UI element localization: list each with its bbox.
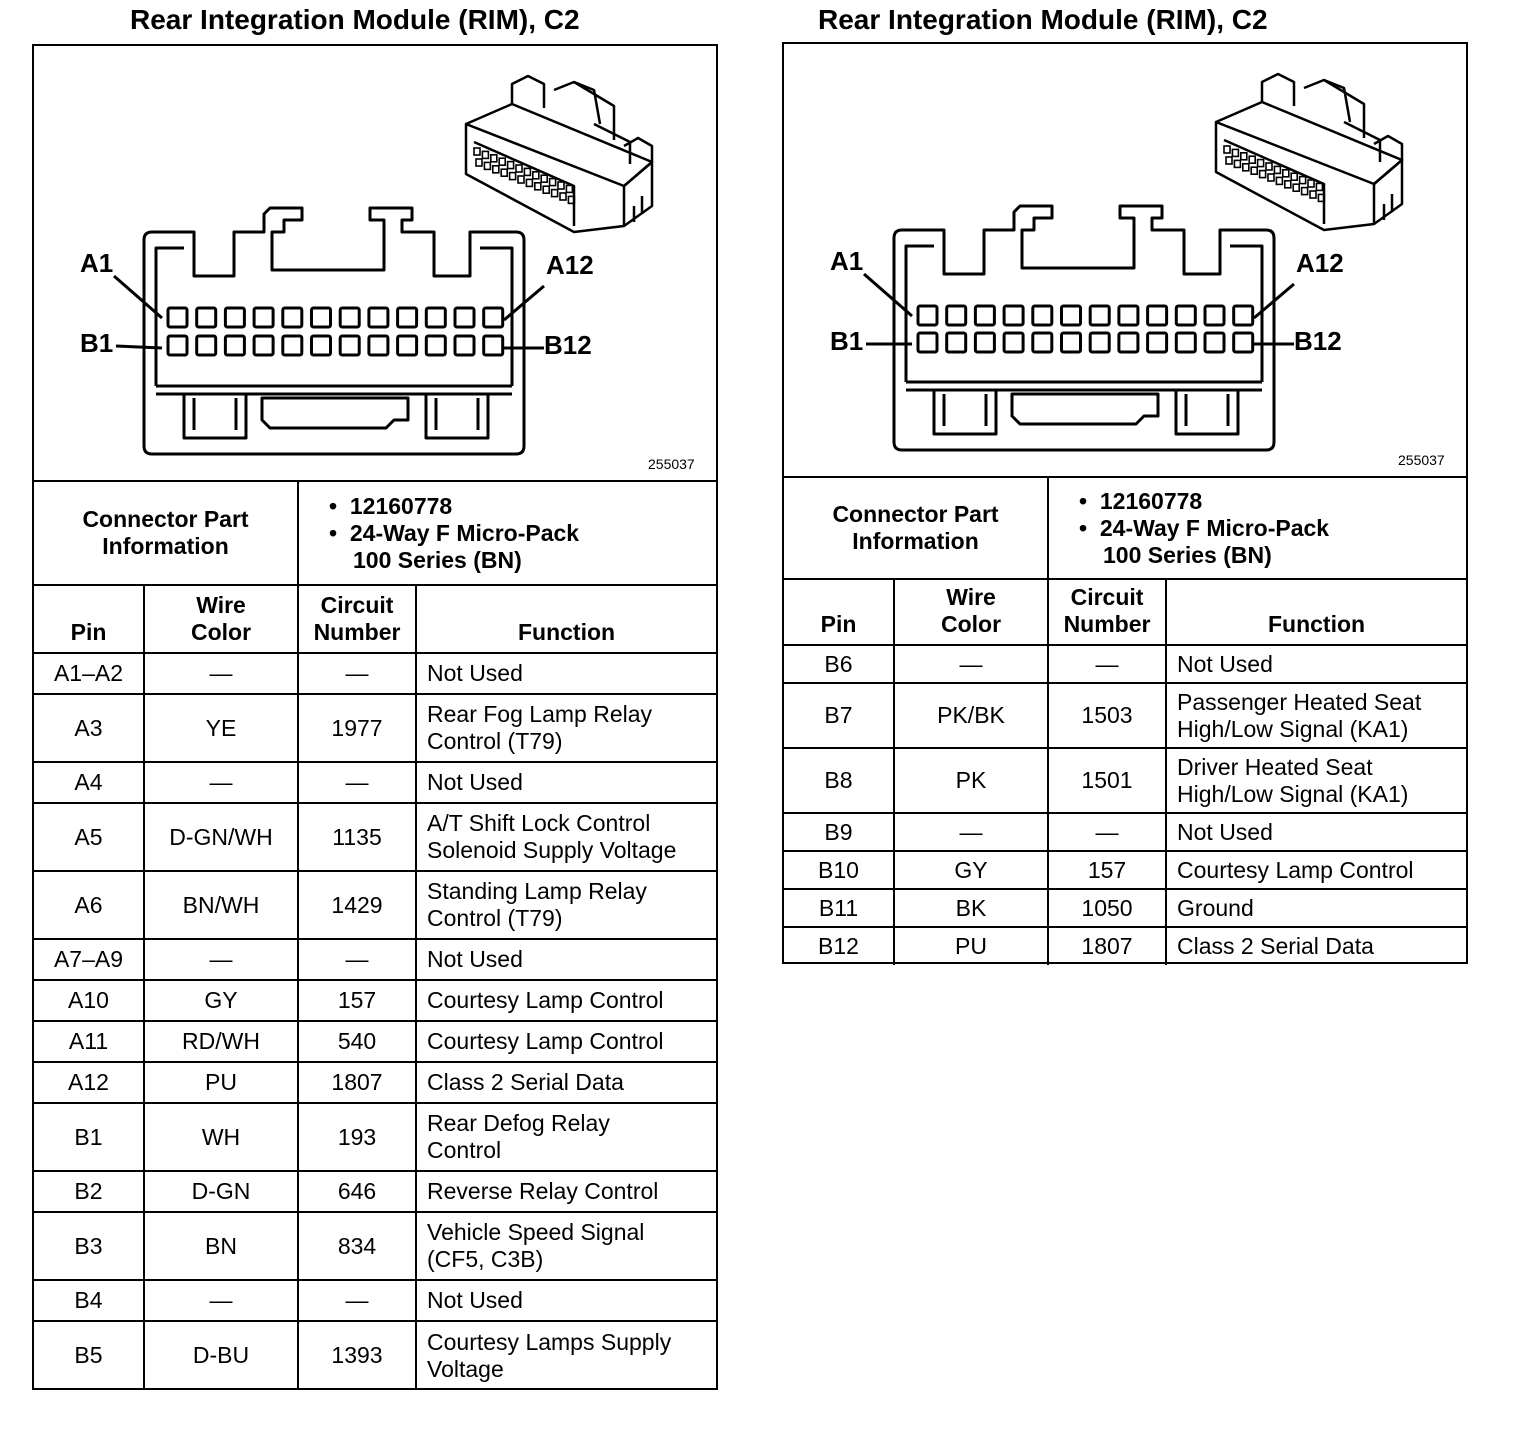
pin-row — [34, 1021, 716, 1062]
wire-color-cell: PK/BK — [894, 683, 1048, 748]
function-line: Rear Fog Lamp Relay — [427, 701, 653, 727]
function-line: High/Low Signal (KA1) — [1177, 780, 1409, 807]
function-cell — [416, 762, 716, 803]
wire-color-cell: YE — [144, 694, 298, 762]
pin-row — [34, 1212, 716, 1280]
circuit-number-cell: 1503 — [1048, 683, 1166, 748]
circuit-number-cell: 1501 — [1048, 748, 1166, 813]
right-label-b12: B12 — [1294, 326, 1342, 356]
circuit-number-cell: — — [1048, 645, 1166, 683]
pin-cavity — [455, 336, 474, 355]
pin-cell: A1–A2 — [34, 653, 144, 694]
iso-cavity — [1300, 177, 1306, 184]
wire-color-cell: — — [894, 813, 1048, 851]
function-cell — [416, 1171, 716, 1212]
iso-cavity — [560, 193, 566, 200]
wire-color-cell: PU — [144, 1062, 298, 1103]
pin-cavity — [975, 306, 994, 325]
wire-color-cell: PK — [894, 748, 1048, 813]
iso-cavity — [566, 185, 572, 192]
function-cell — [416, 871, 716, 939]
wire-color-cell: PU — [894, 927, 1048, 965]
wire-color-cell: RD/WH — [144, 1021, 298, 1062]
iso-cavity — [543, 186, 549, 193]
function-line: Vehicle Speed Signal — [427, 1219, 645, 1245]
circuit-number-cell: — — [298, 1280, 416, 1321]
circuit-number-cell: 540 — [298, 1021, 416, 1062]
pin-cavity — [1234, 333, 1253, 352]
pin-cell: B7 — [784, 683, 894, 748]
pin-cavity — [455, 308, 474, 327]
function-cell — [416, 1062, 716, 1103]
function-cell — [1166, 645, 1466, 683]
iso-cavity — [526, 179, 532, 186]
function-cell — [1166, 889, 1466, 927]
iso-cavity — [558, 182, 564, 189]
pin-cell: B8 — [784, 748, 894, 813]
pin-cavity — [484, 308, 503, 327]
function-line: Not Used — [1177, 818, 1273, 845]
function-line: Not Used — [427, 660, 523, 686]
pin-cavity — [197, 308, 216, 327]
pin-row — [784, 683, 1466, 748]
function-cell — [416, 980, 716, 1021]
pin-cavity — [918, 333, 937, 352]
function-line: Control (T79) — [427, 728, 563, 754]
pin-cavity — [1205, 333, 1224, 352]
iso-cavity — [1224, 146, 1230, 153]
function-line: Not Used — [427, 946, 523, 972]
pin-cell: A7–A9 — [34, 939, 144, 980]
left-label-a1: A1 — [80, 248, 114, 278]
pin-row — [34, 1321, 716, 1389]
circuit-number-cell: 1135 — [298, 803, 416, 871]
circuit-number-cell: 1807 — [1048, 927, 1166, 965]
left-header-row — [34, 585, 716, 653]
right-frame — [782, 42, 1468, 964]
function-line: Class 2 Serial Data — [1177, 933, 1374, 959]
pin-cavity — [225, 308, 244, 327]
function-line: Courtesy Lamp Control — [1177, 856, 1414, 883]
right-pin-table — [784, 476, 1466, 965]
pin-cavity — [168, 336, 187, 355]
function-line: (CF5, C3B) — [427, 1246, 544, 1272]
circuit-number-cell: 1050 — [1048, 889, 1166, 927]
iso-cavity — [1283, 170, 1289, 177]
iso-cavity — [1268, 174, 1274, 181]
pin-cavity — [1148, 333, 1167, 352]
function-cell — [416, 1103, 716, 1171]
pin-cavity — [312, 308, 331, 327]
wire-color-cell: — — [144, 762, 298, 803]
function-line: A/T Shift Lock Control — [427, 810, 651, 836]
pin-row — [34, 803, 716, 871]
function-line: Control (T79) — [427, 905, 563, 931]
iso-cavity — [541, 175, 547, 182]
circuit-number-cell: 834 — [298, 1212, 416, 1280]
pin-cavity — [398, 308, 417, 327]
left-label-b1: B1 — [80, 328, 114, 358]
wire-color-cell: GY — [894, 851, 1048, 889]
right-figure-number: 255037 — [1398, 452, 1445, 468]
iso-cavity — [1266, 163, 1272, 170]
iso-cavity — [550, 179, 556, 186]
pin-row — [34, 871, 716, 939]
left-figure-number: 255037 — [648, 456, 695, 472]
pin-cell: A6 — [34, 871, 144, 939]
wire-color-cell: — — [144, 653, 298, 694]
wire-color-cell: BN — [144, 1212, 298, 1280]
circuit-number-cell: 646 — [298, 1171, 416, 1212]
left-connector-diagram — [34, 46, 716, 482]
left-header-function: Function — [416, 585, 716, 653]
iso-cavity — [491, 155, 497, 162]
pin-cavity — [283, 308, 302, 327]
right-connector-info-label: Connector Part Information — [784, 477, 1048, 579]
pin-row — [784, 927, 1466, 965]
wire-color-cell: WH — [144, 1103, 298, 1171]
pin-cell: A10 — [34, 980, 144, 1021]
pin-cavity — [197, 336, 216, 355]
pin-row — [34, 1171, 716, 1212]
left-label-b12: B12 — [544, 330, 592, 360]
iso-cavity — [510, 173, 516, 180]
iso-cavity — [1234, 160, 1240, 167]
wire-color-cell: D-GN/WH — [144, 803, 298, 871]
left-label-a12: A12 — [546, 250, 594, 280]
pin-cavity — [1062, 306, 1081, 325]
right-label-a12: A12 — [1296, 248, 1344, 278]
left-frame — [32, 44, 718, 1390]
pin-cavity — [1090, 306, 1109, 325]
iso-cavity — [524, 168, 530, 175]
pin-cavity — [918, 306, 937, 325]
function-cell — [416, 694, 716, 762]
pin-cavity — [1033, 333, 1052, 352]
pin-cavity — [1234, 306, 1253, 325]
iso-cavity — [501, 169, 507, 176]
function-line: Passenger Heated Seat — [1177, 688, 1422, 715]
iso-cavity — [1251, 167, 1257, 174]
iso-cavity — [1293, 184, 1299, 191]
wire-color-cell: — — [894, 645, 1048, 683]
pin-cell: B5 — [34, 1321, 144, 1389]
function-line: Rear Defog Relay — [427, 1110, 610, 1136]
pin-cell: A3 — [34, 694, 144, 762]
circuit-number-cell: 1393 — [298, 1321, 416, 1389]
iso-cavity — [508, 162, 514, 169]
iso-cavity — [1276, 177, 1282, 184]
pin-cell: B10 — [784, 851, 894, 889]
pin-row — [34, 762, 716, 803]
right-cavities — [918, 306, 1253, 352]
pin-cavity — [426, 308, 445, 327]
function-line: Reverse Relay Control — [427, 1178, 659, 1204]
left-connector-info-values: • 12160778 • 24-Way F Micro-Pack 100 Series (BN) — [298, 481, 716, 585]
wire-color-cell: — — [144, 1280, 298, 1321]
circuit-number-cell: — — [298, 762, 416, 803]
pin-cavity — [1148, 306, 1167, 325]
pin-cavity — [1004, 306, 1023, 325]
pin-cavity — [975, 333, 994, 352]
function-line: Not Used — [1177, 650, 1273, 677]
pin-row — [34, 939, 716, 980]
pin-cell: A11 — [34, 1021, 144, 1062]
pin-cell: B3 — [34, 1212, 144, 1280]
iso-cavity — [518, 176, 524, 183]
pin-row — [784, 748, 1466, 813]
iso-cavity — [1232, 149, 1238, 156]
left-iso-cavities — [474, 148, 574, 203]
function-line: High/Low Signal (KA1) — [1177, 715, 1409, 742]
pin-cavity — [1205, 306, 1224, 325]
iso-cavity — [1226, 157, 1232, 164]
pin-row — [34, 1062, 716, 1103]
function-cell — [1166, 927, 1466, 965]
pin-row — [34, 980, 716, 1021]
right-title: Rear Integration Module (RIM), C2 — [818, 4, 1268, 35]
pin-cavity — [1119, 306, 1138, 325]
pin-cell: A12 — [34, 1062, 144, 1103]
wire-color-cell: BN/WH — [144, 871, 298, 939]
function-line: Standing Lamp Relay — [427, 878, 647, 904]
iso-cavity — [516, 165, 522, 172]
circuit-number-cell: — — [298, 653, 416, 694]
iso-cavity — [1274, 166, 1280, 173]
left-connector-info-label: Connector Part Information — [34, 481, 298, 585]
pin-cavity — [283, 336, 302, 355]
wire-color-cell: D-BU — [144, 1321, 298, 1389]
function-cell — [416, 1212, 716, 1280]
iso-cavity — [1316, 183, 1322, 190]
iso-cavity — [1285, 181, 1291, 188]
pin-cavity — [369, 308, 388, 327]
right-connector-info-values: • 12160778 • 24-Way F Micro-Pack 100 Series (BN) — [1048, 477, 1466, 579]
function-cell — [416, 1280, 716, 1321]
iso-cavity — [1291, 173, 1297, 180]
iso-cavity — [1243, 164, 1249, 171]
right-header-function: Function — [1166, 579, 1466, 645]
left-pin-table — [34, 480, 716, 1389]
circuit-number-cell: 193 — [298, 1103, 416, 1171]
pin-cavity — [254, 308, 273, 327]
pin-cell: A5 — [34, 803, 144, 871]
function-line: Courtesy Lamp Control — [427, 1028, 664, 1054]
pin-cavity — [1090, 333, 1109, 352]
wire-color-cell: GY — [144, 980, 298, 1021]
circuit-number-cell: — — [298, 939, 416, 980]
pin-row — [784, 889, 1466, 927]
function-line: Solenoid Supply Voltage — [427, 837, 677, 863]
pin-cavity — [340, 308, 359, 327]
function-line: Class 2 Serial Data — [427, 1069, 624, 1095]
function-cell — [416, 653, 716, 694]
function-cell — [1166, 851, 1466, 889]
function-line: Courtesy Lamp Control — [427, 987, 664, 1013]
function-cell — [416, 1021, 716, 1062]
circuit-number-cell: 1807 — [298, 1062, 416, 1103]
pin-cavity — [426, 336, 445, 355]
iso-cavity — [476, 159, 482, 166]
function-line: Voltage — [427, 1355, 504, 1382]
pin-cavity — [1119, 333, 1138, 352]
iso-cavity — [482, 151, 488, 158]
circuit-number-cell: 157 — [298, 980, 416, 1021]
iso-cavity — [474, 148, 480, 155]
function-line: Driver Heated Seat — [1177, 753, 1373, 780]
iso-cavity — [499, 158, 505, 165]
iso-cavity — [493, 166, 499, 173]
right-header-row — [784, 579, 1466, 645]
wire-color-cell: D-GN — [144, 1171, 298, 1212]
pin-row — [34, 1280, 716, 1321]
pin-row — [34, 653, 716, 694]
function-cell — [416, 1321, 716, 1389]
function-cell — [416, 939, 716, 980]
right-header-circuit: Circuit Number — [1048, 579, 1166, 645]
left-header-circuit: Circuit Number — [298, 585, 416, 653]
circuit-number-cell: — — [1048, 813, 1166, 851]
iso-cavity — [1260, 171, 1266, 178]
pin-cell: B1 — [34, 1103, 144, 1171]
right-header-pin: Pin — [784, 579, 894, 645]
wire-color-cell: — — [144, 939, 298, 980]
iso-cavity — [1308, 180, 1314, 187]
circuit-number-cell: 1429 — [298, 871, 416, 939]
pin-cavity — [947, 333, 966, 352]
left-header-wire: Wire Color — [144, 585, 298, 653]
pin-cavity — [1004, 333, 1023, 352]
iso-cavity — [1310, 191, 1316, 198]
circuit-number-cell: 157 — [1048, 851, 1166, 889]
circuit-number-cell: 1977 — [298, 694, 416, 762]
pin-cell: B12 — [784, 927, 894, 965]
function-cell — [1166, 748, 1466, 813]
wire-color-cell: BK — [894, 889, 1048, 927]
pin-cavity — [947, 306, 966, 325]
pin-cavity — [398, 336, 417, 355]
pin-cavity — [1062, 333, 1081, 352]
pin-row — [784, 813, 1466, 851]
iso-cavity — [484, 162, 490, 169]
right-header-wire: Wire Color — [894, 579, 1048, 645]
function-cell — [1166, 683, 1466, 748]
right-iso-cavities — [1224, 146, 1324, 201]
right-connector-svg — [784, 44, 1466, 476]
pin-cell: B4 — [34, 1280, 144, 1321]
function-line: Control — [427, 1137, 502, 1163]
right-connector-diagram — [784, 44, 1466, 478]
pin-cavity — [312, 336, 331, 355]
iso-cavity — [1249, 156, 1255, 163]
pin-cell: A4 — [34, 762, 144, 803]
function-cell — [1166, 813, 1466, 851]
pin-cavity — [484, 336, 503, 355]
iso-cavity — [1241, 153, 1247, 160]
pin-cavity — [369, 336, 388, 355]
iso-cavity — [1302, 188, 1308, 195]
pin-cell: B2 — [34, 1171, 144, 1212]
pin-cavity — [225, 336, 244, 355]
function-cell — [416, 803, 716, 871]
function-line: Not Used — [427, 769, 523, 795]
iso-cavity — [535, 183, 541, 190]
left-connector-svg — [34, 46, 716, 480]
function-line: Not Used — [427, 1287, 523, 1313]
function-line: Courtesy Lamps Supply — [427, 1328, 672, 1355]
pin-cell: B11 — [784, 889, 894, 927]
pin-cavity — [254, 336, 273, 355]
pin-cell: B6 — [784, 645, 894, 683]
iso-cavity — [1258, 160, 1264, 167]
iso-cavity — [552, 190, 558, 197]
right-label-a1: A1 — [830, 246, 864, 276]
pin-cavity — [340, 336, 359, 355]
pin-cavity — [1176, 306, 1195, 325]
right-label-b1: B1 — [830, 326, 864, 356]
pin-row — [784, 645, 1466, 683]
left-title: Rear Integration Module (RIM), C2 — [130, 4, 580, 35]
iso-cavity — [533, 172, 539, 179]
pin-row — [34, 694, 716, 762]
pin-cell: B9 — [784, 813, 894, 851]
pin-cavity — [1176, 333, 1195, 352]
function-line: Ground — [1177, 894, 1254, 921]
pin-row — [784, 851, 1466, 889]
pin-cavity — [1033, 306, 1052, 325]
pin-row — [34, 1103, 716, 1171]
left-cavities — [168, 308, 503, 355]
pin-cavity — [168, 308, 187, 327]
left-header-pin: Pin — [34, 585, 144, 653]
